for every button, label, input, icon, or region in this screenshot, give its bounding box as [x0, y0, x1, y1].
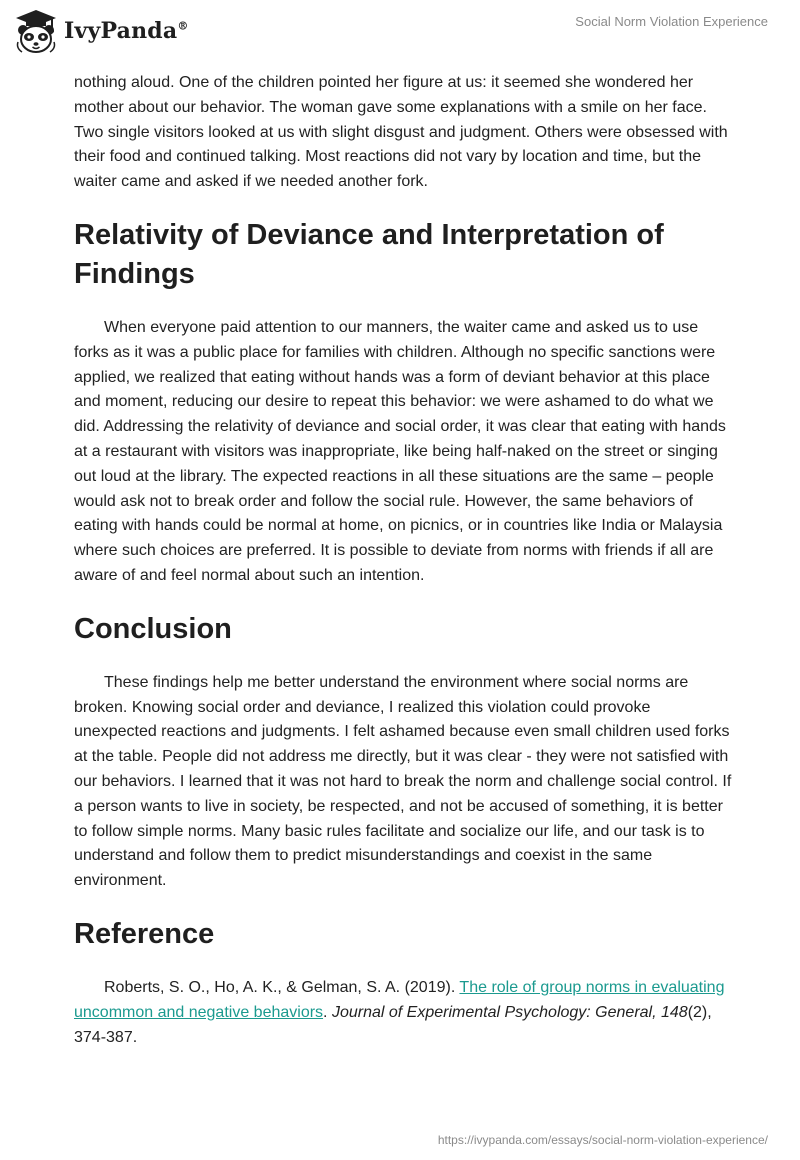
footer-url: https://ivypanda.com/essays/social-norm-violation-experience/: [437, 1133, 768, 1147]
reference-after-link: .: [323, 1003, 332, 1021]
reference-journal: Journal of Experimental Psychology: General, 148: [331, 1003, 688, 1021]
ivypanda-logo[interactable]: [14, 8, 189, 54]
registered-mark: ®: [177, 19, 189, 33]
brand-name: IvyPanda®: [64, 18, 189, 44]
reference-issue-pages: (2), 374-387.: [74, 1003, 712, 1046]
document-title: Social Norm Violation Experience: [575, 14, 768, 29]
intro-paragraph: nothing aloud. One of the children pointed her figure at us: it seemed she wondered her mother about our behavior. The woman gave some explanations with a smile on her face. Two single visitors looked at us with slight disgust and judgment. Others were obsessed with their food and continued talking. Most reactions did not vary by location and time, but the waiter came and asked if we needed another fork.: [74, 74, 728, 191]
panda-graduate-icon: [14, 8, 58, 54]
reference-entry: [74, 976, 734, 1050]
heading-conclusion: Conclusion: [74, 612, 232, 645]
reference-authors: Roberts, S. O., Ho, A. K., & Gelman, S. A. (2019).: [104, 978, 460, 996]
heading-reference: Reference: [74, 917, 215, 950]
essay-content: [74, 71, 734, 1050]
heading-relativity-of-deviance: Relativity of Deviance and Interpretation of Findings: [74, 218, 664, 290]
reference-article-link[interactable]: The role of group norms in evaluating uncommon and negative behaviors: [74, 978, 725, 1021]
conclusion-paragraph: These findings help me better understand the environment where social norms are broken. Knowing social order and deviance, I realized this violation could provoke unexpected reactions and judgments. I felt ashamed because even small children used forks at the table. People did not address me directly, but it was clear - they were not satisfied with our behaviors. I learned that it was not hard to break the norm and challenge social control. If a person wants to live in society, be respected, and not be accused of something, it is better to follow simple norms. Many basic rules facilitate and socialize our life, and our task is to understand and follow them to predict misunderstandings and coexist in the same environment.: [74, 673, 732, 890]
page-header: [0, 0, 800, 70]
relativity-paragraph: When everyone paid attention to our manners, the waiter came and asked us to use forks as it was a public place for families with children. Although no specific sanctions were applied, we realized that eating without hands was a form of deviant behavior at this place and moment, reducing our desire to repeat this behavior: we were ashamed to do what we did. Addressing the relativity of deviance and social order, it was clear that eating with hands at a restaurant with visitors was inappropriate, like being half-naked on the street or singing out loud at the library. The expected reactions in all these situations are the same – people would ask not to break order and follow the social rule. However, the same behaviors of eating with hands could be normal at home, on picnics, or in countries like India or Malaysia where such choices are preferred. It is possible to deviate from norms with friends if all are aware of and feel normal about such an intention.: [74, 318, 726, 584]
